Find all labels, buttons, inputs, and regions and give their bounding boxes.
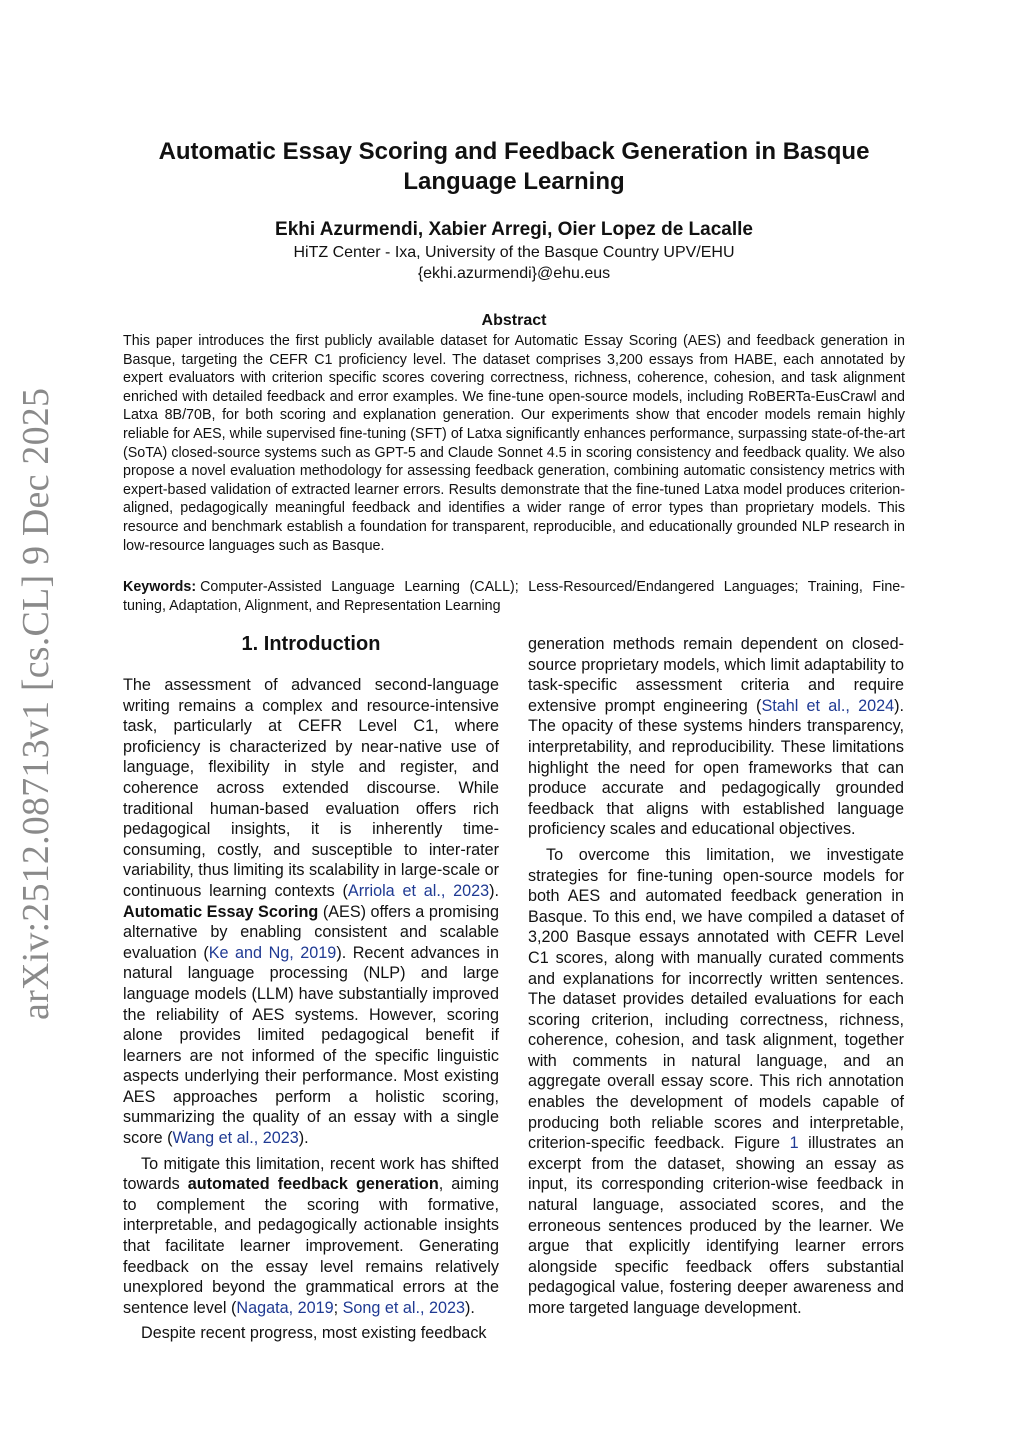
bold-term: Automatic Essay Scoring	[123, 902, 319, 921]
citation-link[interactable]: Stahl et al., 2024	[761, 696, 895, 715]
left-column	[123, 675, 499, 1344]
intro-paragraph-4: To overcome this limitation, we investigate strategies for fine-tuning open-source models for both AES and automated feedback generation in Basque. To this end, we have compiled a dataset of 3,200 Basque essays annotated with CEFR Level C1 scores, along with manually curated comments and explanations for incorrectly written sentences. The dataset provides detailed evaluations for each scoring criterion, including correctness, richness, coherence, cohesion, and task alignment, together with comments in natural language, and an aggregate overall essay score. This rich annotation enables the development of models capable of producing both reliable scores and interpretable, criterion-specific feedback. Figure 1 illustrates an excerpt from the dataset, showing an essay as input, its corresponding criterion-wise feedback in natural language, associated scores, and the erroneous sentences produced by the learner. We argue that explicitly identifying learner errors alongside specific feedback offers substantial pedagogical value, fostering deeper awareness and more targeted language development.	[528, 845, 905, 1317]
abstract-text: This paper introduces the first publicly available dataset for Automatic Essay Scoring (AES) and feedback generation in Basque, targeting the CEFR C1 proficiency level. The dataset comprises 3,200 essays from HABE, each annotated by expert evaluators with criterion specific scores covering correctness, richness, coherence, cohesion, and task alignment enriched with detailed feedback and error examples. We fine-tune open-source models, including RoBERTa-EusCrawl and Latxa 8B/70B, for both scoring and explanation generation. Our experiments show that encoder models remain highly reliable for AES, while supervised fine-tuning (SFT) of Latxa significantly enhances performance, surpassing state-of-the-art (SoTA) closed-source systems such as GPT-5 and Claude Sonnet 4.5 in scoring consistency and feedback quality. We also propose a novel evaluation methodology for assessing feedback generation, combining automatic consistency metrics with expert-based validation of extracted learner errors. Results demonstrate that the fine-tuned Latxa model produces criterion-aligned, pedagogically meaningful feedback and identifies a wider range of error types than proprietary models. This resource and benchmark establish a foundation for transparent, reproducible, and educationally grounded NLP research in low-resource languages such as Basque.	[123, 333, 905, 554]
citation-link[interactable]: Song et al., 2023	[342, 1298, 466, 1317]
title-line-1: Automatic Essay Scoring and Feedback Generation in Basque	[158, 138, 870, 165]
citation-link[interactable]: Arriola et al., 2023	[347, 881, 490, 900]
intro-paragraph-3: Despite recent progress, most existing feedback	[141, 1324, 487, 1343]
figure-reference-link[interactable]: 1	[789, 1134, 799, 1153]
citation-link[interactable]: Ke and Ng, 2019	[208, 943, 337, 962]
author-email: {ekhi.azurmendi}@ehu.eus	[417, 265, 611, 282]
bold-term: automated feedback generation	[187, 1175, 439, 1194]
title-line-2: Language Learning	[403, 168, 625, 195]
citation-link[interactable]: Wang et al., 2023	[172, 1129, 299, 1148]
intro-paragraph-2: To mitigate this limitation, recent work has shifted towards automated feedback generation, aiming to complement the scoring with formative, interpretable, and pedagogically actionable insights that facilitate learner improvement. Generating feedback on the essay level remains relatively unexplored beyond the grammatical errors at the sentence level (Nagata, 2019; Song et al., 2023).	[123, 1154, 499, 1317]
affiliation-block	[120, 242, 908, 284]
intro-paragraph-3-continued: generation methods remain dependent on closed-source proprietary models, which limit adaptability to task-specific assessment criteria and require extensive prompt engineering (Stahl et al., 2024). The opacity of these systems hinders transparency, interpretability, and reproducibility. These limitations highlight the need for open frameworks that can produce accurate and pedagogically grounded feedback that aligns with established language proficiency scales and educational objectives.	[528, 635, 904, 839]
abstract-heading: Abstract	[481, 312, 547, 329]
author-list: Ekhi Azurmendi, Xabier Arregi, Oier Lopez de Lacalle	[275, 219, 753, 240]
arxiv-identifier-stamp: arXiv:2512.08713v1 [cs.CL] 9 Dec 2025	[15, 387, 57, 1020]
keywords	[123, 578, 905, 616]
section-heading-introduction: 1. Introduction	[241, 633, 381, 655]
right-column	[528, 634, 904, 1319]
intro-paragraph-1: The assessment of advanced second-language writing remains a complex and resource-intensive task, particularly at CEFR Level C1, where proficiency is characterized by near-native use of language, flexibility in style and register, and coherence across extended discourse. While traditional human-based evaluation offers rich pedagogical insights, it is inherently time-consuming, costly, and susceptible to inter-rater variability, thus limiting its scalability in large-scale or continuous learning contexts (Arriola et al., 2023). Automatic Essay Scoring (AES) offers a promising alternative by enabling consistent and scalable evaluation (Ke and Ng, 2019). Recent advances in natural language processing (NLP) and large language models (LLM) have substantially improved the reliability of AES systems. However, scoring alone provides limited pedagogical benefit if learners are not informed of the specific linguistic aspects underlying their performance. Most existing AES approaches perform a holistic scoring, summarizing the quality of an essay with a single score (Wang et al., 2023).	[123, 676, 500, 1148]
keywords-label: Keywords:	[123, 579, 197, 595]
paper-title	[120, 137, 908, 197]
citation-link[interactable]: Nagata, 2019	[236, 1298, 334, 1317]
keywords-text: Computer-Assisted Language Learning (CALL); Less-Resourced/Endangered Languages; Training, Fine-tuning, Adaptation, Alignment, and Representation Learning	[123, 579, 905, 614]
affiliation: HiTZ Center - Ixa, University of the Basque Country UPV/EHU	[293, 244, 735, 261]
